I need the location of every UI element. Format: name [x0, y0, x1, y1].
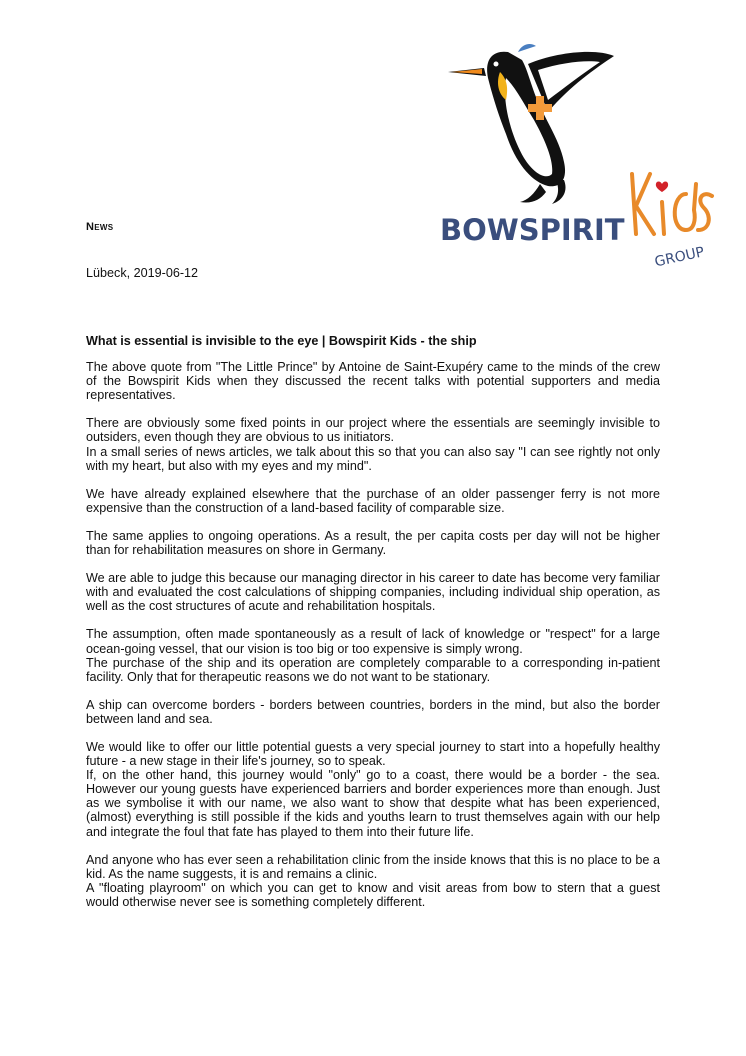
article-headline: What is essential is invisible to the eye | Bowspirit Kids - the ship [86, 334, 477, 348]
paragraph-text: The above quote from "The Little Prince" by Antoine de Saint-Exupéry came to the minds of the crew of the Bowspirit Kids when they discussed the recent talks with potential supporters and media representatives. [86, 360, 660, 403]
penguin-mascot-icon [448, 44, 614, 204]
paragraph-text: The assumption, often made spontaneously as a result of lack of knowledge or "respect" for a large ocean-going vessel, that our vision is too big or too expensive is simply wrong. [86, 627, 660, 656]
paragraph-text: We would like to offer our little potential guests a very special journey to start into a hopefully healthy future - a new stage in their life's journey, so to speak. [86, 739, 660, 769]
paragraph-text: The same applies to ongoing operations. As a result, the per capita costs per day will not be higher than for rehabilitation measures on shore in Germany. [86, 528, 660, 558]
paragraph-text: If, on the other hand, this journey would "only" go to a coast, there would be a border - the sea. However our young guests have experienced barriers and border experiences more than enough. Just as we symbolise it with our name, we also want to show that despite what has been experienced, (almost) everything is still possible if the kids and youths learn to trust themselves again with our help and integrate the foul that fate has played to them into their future life. [86, 768, 660, 839]
section-label: News [86, 221, 114, 233]
heart-icon [656, 182, 668, 192]
logo-brand-text: BOWSPIRIT [440, 213, 625, 247]
article-body [86, 334, 660, 923]
paragraph-text: And anyone who has ever seen a rehabilitation clinic from the inside knows that this is no place to be a kid. As the name suggests, it is and remains a clinic. [86, 852, 660, 881]
paragraph-text: There are obviously some fixed points in our project where the essentials are seemingly invisible to outsiders, even though they are obvious to us initiators. [86, 416, 660, 445]
paragraph [86, 416, 660, 472]
paragraph-text: The purchase of the ship and its operation are completely comparable to a corresponding in-patient facility. Only that for therapeutic reasons we do not want to be stationary. [86, 655, 660, 684]
paragraph-text: A ship can overcome borders - borders between countries, borders in the mind, but also the border between land and sea. [86, 697, 660, 726]
paragraph [86, 571, 660, 613]
paragraph-text: A "floating playroom" on which you can get to know and visit areas from bow to stern that a guest would otherwise never see is something completely different. [86, 880, 660, 909]
logo-group-text: GROUP [653, 244, 706, 271]
paragraph-text: We are able to judge this because our managing director in his career to date has become very familiar with and evaluated the cost calculations of shipping companies, including individual ship operation, as well as the cost structures of acute and rehabilitation hospitals. [86, 571, 660, 614]
paragraph [86, 529, 660, 557]
paragraph [86, 853, 660, 909]
kids-wordmark-icon [632, 174, 712, 234]
paragraph [86, 627, 660, 683]
dateline: Lübeck, 2019-06-12 [86, 266, 199, 280]
paragraph [86, 487, 660, 515]
paragraph-text: In a small series of news articles, we talk about this so that you can also say "I can see rightly not only with my heart, but also with my eyes and my mind". [86, 444, 660, 473]
paragraph [86, 360, 660, 402]
bowspirit-kids-logo [436, 34, 726, 274]
paragraph [86, 698, 660, 726]
paragraph-text: We have already explained elsewhere that the purchase of an older passenger ferry is not more expensive than the construction of a land-based facility of comparable size. [86, 486, 660, 515]
paragraph [86, 740, 660, 839]
